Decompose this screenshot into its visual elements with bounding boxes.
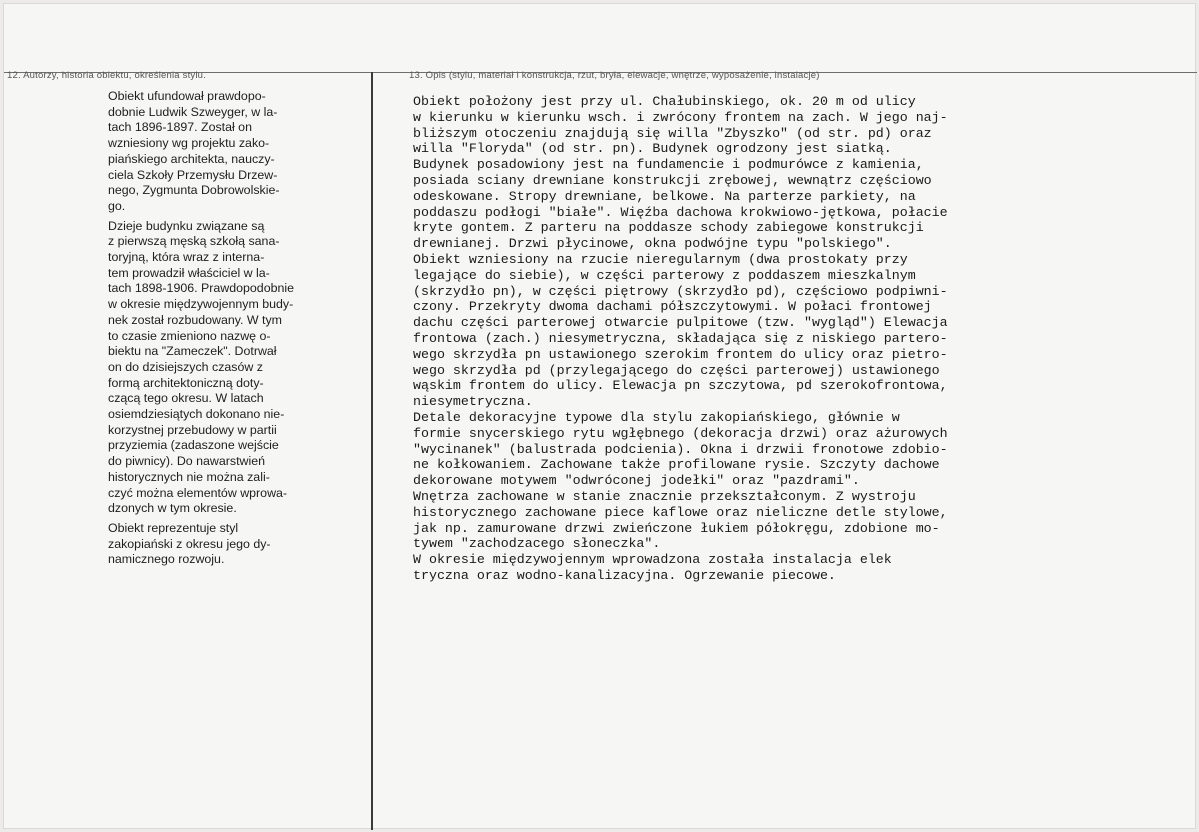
- history-line: przyziemia (zadaszone wejście: [108, 438, 279, 453]
- history-line: tem prowadził właściciel w la-: [108, 265, 270, 280]
- description-line: czony. Przekryty dwoma dachami półszczytowymi. W połaci frontowej: [413, 299, 932, 315]
- history-column: [108, 89, 363, 572]
- description-line: w kierunku w kierunku wsch. i zwrócony frontem na zach. W jego naj-: [413, 109, 948, 125]
- history-line: wzniesiony wg projektu zako-: [108, 136, 270, 151]
- description-line: wego skrzydła pn ustawionego szerokim frontem do ulicy oraz pietro-: [413, 346, 948, 362]
- history-line: czyć można elementów wprowa-: [108, 485, 288, 500]
- history-line: dzonych w tym okresie.: [108, 501, 237, 516]
- history-line: tach 1896-1897. Został on: [108, 120, 252, 135]
- description-line: kryte gontem. Z parteru na poddasze schody zabiegowe konstrukcji: [413, 220, 924, 236]
- description-line: poddaszu podłogi "białe". Więźba dachowa krokwiowo-jętkowa, połacie: [413, 204, 948, 220]
- history-line: to czasie zmieniono nazwę o-: [108, 328, 271, 343]
- history-line: Dzieje budynku związane są: [108, 218, 265, 233]
- description-line: dekorowane motywem "odwróconej jodełki" oraz "pazdrami".: [413, 473, 860, 489]
- history-line: z pierwszą męską szkołą sana-: [108, 234, 280, 249]
- history-line: zakopiański z okresu jego dy-: [108, 536, 271, 551]
- description-line: posiada sciany drewniane konstrukcji zrębowej, wewnątrz częściowo: [413, 172, 932, 188]
- history-line: do piwnicy). Do nawarstwień: [108, 454, 266, 469]
- history-line: nego, Zygmunta Dobrowolskie-: [108, 183, 280, 198]
- description-column: [413, 94, 1183, 584]
- description-line: drewnianej. Drzwi płycinowe, okna podwójne typu "polskiego".: [413, 236, 892, 252]
- history-line: Obiekt ufundował prawdopo-: [108, 89, 266, 103]
- description-line: willa "Floryda" (od str. pn). Budynek ogrodzony jest siatką.: [413, 141, 892, 157]
- description-line: Obiekt położony jest przy ul. Chałubinskiego, ok. 20 m od ulicy: [413, 94, 916, 109]
- history-line: tach 1898-1906. Prawdopodobnie: [108, 281, 295, 296]
- history-line: korzystnej przebudowy w partii: [108, 422, 277, 437]
- description-line: legające do siebie), w części parterowy z poddaszem mieszkalnym: [413, 267, 916, 283]
- description-line: niesymetryczna.: [413, 394, 533, 410]
- history-line: czącą tego okresu. W latach: [108, 391, 264, 406]
- history-line: biektu na "Zameczek". Dotrwał: [108, 344, 277, 359]
- description-line: Wnętrza zachowane w stanie znacznie przekształconym. Z wystroju: [413, 488, 916, 504]
- section-13-header: 13. Opis (stylu, materiał i konstrukcja, rzut, bryła, elewacje, wnętrze, wyposażenie, instalacje): [409, 70, 820, 81]
- history-line: osiemdziesiątych dokonano nie-: [108, 407, 285, 422]
- history-paragraph-3: [108, 521, 363, 568]
- description-line: W okresie międzywojennym wprowadzona została instalacja elek: [413, 552, 892, 568]
- history-line: Obiekt reprezentuje styl: [108, 520, 239, 535]
- description-line: formie snycerskiego rytu wgłębnego (dekoracja drzwi) oraz ażurowych: [413, 425, 948, 441]
- history-line: formą architektoniczną doty-: [108, 375, 264, 390]
- history-line: on do dzisiejszych czasów z: [108, 359, 263, 374]
- history-line: historycznych nie można zali-: [108, 469, 270, 484]
- description-line: Detale dekoracyjne typowe dla stylu zakopiańskiego, głównie w: [413, 409, 900, 425]
- description-line: dachu części parterowej otwarcie pulpitowe (tzw. "wygląd") Elewacja: [413, 315, 948, 331]
- history-line: piańskiego architekta, nauczy-: [108, 151, 275, 166]
- section-12-header: 12. Autorzy, historia obiektu, określenia stylu.: [7, 70, 206, 81]
- description-line: tywem "zachodzacego słoneczka".: [413, 536, 661, 552]
- history-paragraph-2: [108, 219, 363, 517]
- description-line: wego skrzydła pd (przylegającego do części parterowej) ustawionego: [413, 362, 940, 378]
- description-line: odeskowane. Stropy drewniane, belkowe. Na parterze parkiety, na: [413, 188, 916, 204]
- history-line: ciela Szkoły Przemysłu Drzew-: [108, 167, 278, 182]
- history-line: go.: [108, 198, 126, 213]
- history-line: nek został rozbudowany. W tym: [108, 312, 282, 327]
- description-line: Obiekt wzniesiony na rzucie nieregularnym (dwa prostokaty przy: [413, 251, 908, 267]
- description-line: (skrzydło pn), w części piętrowy (skrzydło pd), częściowo podpiwni-: [413, 283, 948, 299]
- description-line: wąskim frontem do ulicy. Elewacja pn szczytowa, pd szerokofrontowa,: [413, 378, 948, 394]
- description-line: ne kołkowaniem. Zachowane także profilowane rysie. Szczyty dachowe: [413, 457, 940, 473]
- history-line: dobnie Ludwik Szweyger, w la-: [108, 104, 278, 119]
- description-line: Budynek posadowiony jest na fundamencie i podmurówce z kamienia,: [413, 157, 924, 173]
- description-line: jak np. zamurowane drzwi zwieńczone łukiem półokręgu, zdobione mo-: [413, 520, 940, 536]
- description-line: bliższym otoczeniu znajdują się willa "Zbyszko" (od str. pd) oraz: [413, 125, 932, 141]
- description-line: "wycinanek" (balustrada podcienia). Okna i drzwii fronotowe zdobio-: [413, 441, 948, 457]
- history-line: namicznego rozwoju.: [108, 552, 225, 567]
- description-line: frontowa (zach.) niesymetryczna, składająca się z niskiego partero-: [413, 330, 948, 346]
- column-divider: [371, 72, 373, 830]
- history-line: w okresie międzywojennym budy-: [108, 297, 294, 312]
- history-paragraph-1: [108, 89, 363, 215]
- description-text: [413, 94, 1183, 584]
- description-line: tryczna oraz wodno-kanalizacyjna. Ogrzewanie piecowe.: [413, 567, 836, 583]
- description-line: historycznego zachowane piece kaflowe oraz nieliczne detle stylowe,: [413, 504, 948, 520]
- history-line: toryjną, która wraz z interna-: [108, 250, 265, 265]
